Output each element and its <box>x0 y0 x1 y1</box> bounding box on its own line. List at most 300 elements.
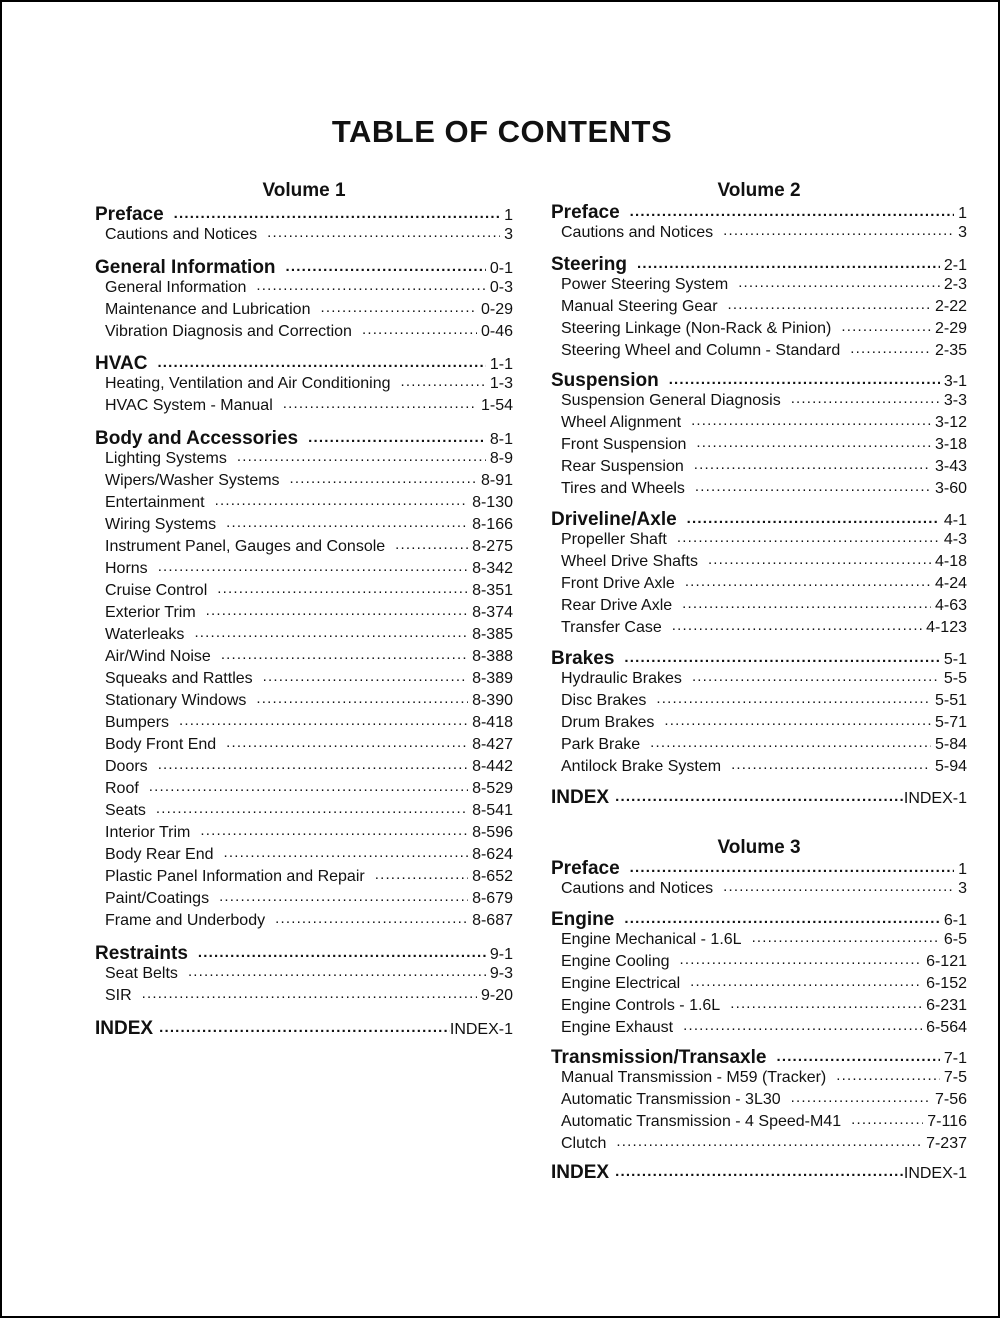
toc-section-entry <box>95 428 513 450</box>
toc-subsection-entry <box>95 494 513 512</box>
toc-entry-label: Cautions and Notices <box>561 224 714 241</box>
toc-subsection-entry <box>551 619 967 637</box>
toc-entry-label: Engine Electrical <box>561 975 681 992</box>
dot-leader <box>142 985 477 1003</box>
toc-subsection-entry <box>551 224 967 242</box>
toc-entry-label: Roof <box>105 780 139 797</box>
toc-entry-label: Automatic Transmission - 3L30 <box>561 1091 781 1108</box>
toc-subsection-entry <box>95 516 513 534</box>
toc-entry-page: 6-564 <box>926 1019 967 1036</box>
toc-entry-page: 8-687 <box>472 912 513 929</box>
toc-entry-page: 8-390 <box>472 692 513 709</box>
toc-subsection-entry <box>551 714 967 732</box>
toc-section-entry <box>551 858 967 880</box>
dot-leader <box>694 456 931 474</box>
toc-entry-label: Air/Wind Noise <box>105 648 211 665</box>
toc-subsection-entry <box>95 846 513 864</box>
toc-subsection-entry <box>551 931 967 949</box>
toc-entry-page: 4-1 <box>943 512 967 529</box>
toc-section-entry <box>95 204 513 226</box>
toc-subsection-entry <box>551 1019 967 1037</box>
toc-subsection-entry <box>551 975 967 993</box>
page-title: TABLE OF CONTENTS <box>331 114 673 149</box>
toc-entry-label: Rear Drive Axle <box>561 597 673 614</box>
toc-entry-page: 3 <box>958 880 967 897</box>
toc-subsection-entry <box>551 320 967 338</box>
toc-entry-label: Instrument Panel, Gauges and Console <box>105 538 386 555</box>
toc-entry-page: 4-18 <box>934 553 967 570</box>
dot-leader <box>708 551 931 569</box>
toc-entry-label: Frame and Underbody <box>105 912 266 929</box>
dot-leader <box>630 200 954 222</box>
toc-entry-label: Bumpers <box>105 714 170 731</box>
toc-entry-page: 1 <box>504 207 513 224</box>
toc-entry-page: 8-351 <box>472 582 513 599</box>
toc-subsection-entry <box>95 965 513 983</box>
toc-entry-page: 7-116 <box>927 1113 967 1130</box>
toc-section-entry <box>551 1047 967 1069</box>
toc-subsection-entry <box>95 301 513 319</box>
dot-leader <box>691 412 931 430</box>
toc-entry-page: 8-1 <box>489 431 513 448</box>
toc-entry-label: Clutch <box>561 1135 607 1152</box>
toc-entry-page: 9-3 <box>489 965 513 982</box>
toc-entry-label: Waterleaks <box>105 626 185 643</box>
toc-entry-label: Paint/Coatings <box>105 890 210 907</box>
toc-subsection-entry <box>95 582 513 600</box>
toc-section-entry <box>551 202 967 224</box>
toc-subsection-entry <box>95 450 513 468</box>
toc-entry-label: HVAC System - Manual <box>105 397 273 414</box>
dot-leader <box>157 351 485 373</box>
toc-subsection-entry <box>551 531 967 549</box>
toc-entry-label: Rear Suspension <box>561 458 684 475</box>
dot-leader <box>630 856 954 878</box>
toc-entry-page: 0-29 <box>480 301 513 318</box>
toc-subsection-entry <box>551 880 967 898</box>
dot-leader <box>672 617 922 635</box>
dot-leader <box>682 595 931 613</box>
toc-entry-page: INDEX-1 <box>903 1165 967 1182</box>
toc-subsection-entry <box>95 780 513 798</box>
toc-entry-label: Antilock Brake System <box>561 758 722 775</box>
toc-entry-page: 5-5 <box>943 670 967 687</box>
dot-leader <box>221 646 468 664</box>
dot-leader <box>836 1067 940 1085</box>
toc-subsection-entry <box>95 987 513 1005</box>
toc-entry-page: 3-43 <box>934 458 967 475</box>
dot-leader <box>200 822 468 840</box>
dot-leader <box>156 800 468 818</box>
volume-heading: Volume 3 <box>717 837 801 858</box>
toc-section-entry <box>551 370 967 392</box>
toc-entry-label: Park Brake <box>561 736 641 753</box>
dot-leader <box>174 202 500 224</box>
dot-leader <box>158 756 468 774</box>
toc-subsection-entry <box>95 538 513 556</box>
toc-entry-page: 2-22 <box>934 298 967 315</box>
toc-entry-page: 6-231 <box>926 997 967 1014</box>
toc-subsection-entry <box>551 480 967 498</box>
toc-entry-page: 8-166 <box>472 516 513 533</box>
toc-entry-label: Automatic Transmission - 4 Speed-M41 <box>561 1113 842 1130</box>
toc-entry-page: 9-20 <box>480 987 513 1004</box>
dot-leader <box>723 222 954 240</box>
dot-leader <box>841 318 931 336</box>
toc-entry-label: Seats <box>105 802 146 819</box>
toc-section-entry <box>551 254 967 276</box>
toc-subsection-entry <box>551 414 967 432</box>
toc-section-entry <box>95 257 513 279</box>
toc-subsection-entry <box>551 736 967 754</box>
toc-entry-label: Steering <box>551 254 628 275</box>
dot-leader <box>695 478 931 496</box>
toc-subsection-entry <box>95 758 513 776</box>
toc-section-entry <box>95 1018 513 1040</box>
toc-entry-page: INDEX-1 <box>903 790 967 807</box>
toc-entry-page: 8-624 <box>472 846 513 863</box>
dot-leader <box>263 668 468 686</box>
toc-entry-label: Body Rear End <box>105 846 214 863</box>
dot-leader <box>401 373 486 391</box>
toc-entry-page: 8-679 <box>472 890 513 907</box>
toc-section-entry <box>551 1162 967 1184</box>
dot-leader <box>624 646 939 668</box>
dot-leader <box>395 536 468 554</box>
toc-entry-label: Engine Cooling <box>561 953 670 970</box>
toc-subsection-entry <box>95 226 513 244</box>
toc-entry-page: 8-342 <box>472 560 513 577</box>
toc-subsection-entry <box>95 626 513 644</box>
toc-entry-page: 9-1 <box>489 946 513 963</box>
toc-entry-page: 3-18 <box>934 436 967 453</box>
toc-entry-label: Preface <box>95 204 164 225</box>
toc-entry-page: 8-91 <box>480 472 513 489</box>
dot-leader <box>615 1160 904 1182</box>
toc-subsection-entry <box>95 648 513 666</box>
toc-entry-label: Maintenance and Lubrication <box>105 301 311 318</box>
toc-entry-label: Plastic Panel Information and Repair <box>105 868 365 885</box>
toc-section-entry <box>551 909 967 931</box>
toc-entry-page: 6-5 <box>943 931 967 948</box>
toc-entry-page: 3 <box>958 224 967 241</box>
toc-subsection-entry <box>95 323 513 341</box>
dot-leader <box>283 395 477 413</box>
toc-entry-page: INDEX-1 <box>449 1021 513 1038</box>
toc-entry-page: 4-63 <box>934 597 967 614</box>
toc-entry-page: 8-130 <box>472 494 513 511</box>
toc-entry-page: 6-152 <box>926 975 967 992</box>
toc-entry-label: Engine Exhaust <box>561 1019 674 1036</box>
toc-subsection-entry <box>551 692 967 710</box>
dot-leader <box>692 668 940 686</box>
dot-leader <box>362 321 477 339</box>
toc-entry-page: 4-123 <box>926 619 967 636</box>
toc-entry-label: Steering Linkage (Non-Rack & Pinion) <box>561 320 832 337</box>
toc-entry-label: Manual Transmission - M59 (Tracker) <box>561 1069 827 1086</box>
toc-entry-label: Steering Wheel and Column - Standard <box>561 342 841 359</box>
toc-subsection-entry <box>551 575 967 593</box>
toc-entry-page: 1 <box>958 861 967 878</box>
dot-leader <box>375 866 468 884</box>
toc-entry-page: 7-56 <box>934 1091 967 1108</box>
dot-leader <box>224 844 469 862</box>
toc-entry-label: INDEX <box>551 787 610 808</box>
dot-leader <box>615 785 904 807</box>
toc-subsection-entry <box>95 736 513 754</box>
toc-subsection-entry <box>551 597 967 615</box>
dot-leader <box>194 624 468 642</box>
toc-entry-page: 1-3 <box>489 375 513 392</box>
dot-leader <box>738 274 940 292</box>
dot-leader <box>226 514 468 532</box>
toc-entry-page: 0-3 <box>489 279 513 296</box>
toc-entry-page: 3-12 <box>934 414 967 431</box>
dot-leader <box>226 734 468 752</box>
toc-entry-page: 3 <box>504 226 513 243</box>
toc-subsection-entry <box>95 375 513 393</box>
toc-subsection-entry <box>551 1135 967 1153</box>
toc-subsection-entry <box>551 997 967 1015</box>
toc-entry-label: Propeller Shaft <box>561 531 667 548</box>
dot-leader <box>637 252 940 274</box>
toc-entry-page: 8-418 <box>472 714 513 731</box>
toc-entry-label: Engine <box>551 909 615 930</box>
toc-subsection-entry <box>95 472 513 490</box>
toc-entry-page: 5-51 <box>934 692 967 709</box>
toc-entry-page: 4-24 <box>934 575 967 592</box>
toc-entry-page: 7-5 <box>943 1069 967 1086</box>
toc-entry-label: Manual Steering Gear <box>561 298 718 315</box>
toc-entry-label: Suspension General Diagnosis <box>561 392 781 409</box>
toc-entry-label: Wiring Systems <box>105 516 217 533</box>
toc-entry-label: Drum Brakes <box>561 714 655 731</box>
dot-leader <box>677 529 940 547</box>
toc-entry-label: Brakes <box>551 648 615 669</box>
dot-leader <box>237 448 486 466</box>
toc-entry-page: 2-35 <box>934 342 967 359</box>
toc-subsection-entry <box>95 714 513 732</box>
dot-leader <box>791 1089 931 1107</box>
dot-leader <box>219 888 468 906</box>
dot-leader <box>320 299 476 317</box>
toc-subsection-entry <box>551 298 967 316</box>
toc-entry-label: Tires and Wheels <box>561 480 685 497</box>
dot-leader <box>188 963 486 981</box>
toc-entry-label: Disc Brakes <box>561 692 647 709</box>
toc-entry-page: 0-1 <box>489 260 513 277</box>
toc-entry-label: Cautions and Notices <box>561 880 714 897</box>
toc-section-entry <box>551 509 967 531</box>
toc-entry-page: 7-237 <box>926 1135 967 1152</box>
toc-entry-page: 1 <box>958 205 967 222</box>
toc-entry-page: 8-442 <box>472 758 513 775</box>
toc-entry-label: Preface <box>551 202 620 223</box>
toc-entry-label: Restraints <box>95 943 188 964</box>
dot-leader <box>683 1017 922 1035</box>
toc-entry-label: Seat Belts <box>105 965 178 982</box>
toc-entry-page: 8-374 <box>472 604 513 621</box>
dot-leader <box>149 778 468 796</box>
dot-leader <box>690 973 922 991</box>
toc-entry-label: Wheel Drive Shafts <box>561 553 698 570</box>
toc-entry-page: 6-1 <box>943 912 967 929</box>
toc-entry-label: Wheel Alignment <box>561 414 682 431</box>
toc-subsection-entry <box>551 342 967 360</box>
toc-entry-label: Cautions and Notices <box>105 226 258 243</box>
toc-entry-label: Squeaks and Rattles <box>105 670 253 687</box>
toc-entry-label: Driveline/Axle <box>551 509 677 530</box>
toc-entry-page: 2-1 <box>943 257 967 274</box>
toc-subsection-entry <box>551 1113 967 1131</box>
toc-subsection-entry <box>95 604 513 622</box>
toc-entry-label: Front Drive Axle <box>561 575 675 592</box>
toc-entry-label: Suspension <box>551 370 659 391</box>
dot-leader <box>159 1016 450 1038</box>
toc-subsection-entry <box>95 890 513 908</box>
toc-entry-label: Power Steering System <box>561 276 729 293</box>
toc-entry-page: 2-29 <box>934 320 967 337</box>
toc-entry-label: Interior Trim <box>105 824 191 841</box>
dot-leader <box>696 434 931 452</box>
dot-leader <box>286 255 486 277</box>
dot-leader <box>267 224 500 242</box>
toc-subsection-entry <box>551 458 967 476</box>
toc-entry-page: 5-94 <box>934 758 967 775</box>
toc-entry-page: 8-385 <box>472 626 513 643</box>
toc-entry-page: 8-388 <box>472 648 513 665</box>
toc-subsection-entry <box>551 670 967 688</box>
toc-subsection-entry <box>551 758 967 776</box>
toc-subsection-entry <box>95 692 513 710</box>
dot-leader <box>728 296 931 314</box>
toc-entry-label: Lighting Systems <box>105 450 227 467</box>
dot-leader <box>731 756 931 774</box>
volume-heading: Volume 1 <box>262 180 346 201</box>
toc-entry-label: Wipers/Washer Systems <box>105 472 280 489</box>
dot-leader <box>256 277 485 295</box>
toc-section-entry <box>551 648 967 670</box>
toc-entry-label: Horns <box>105 560 148 577</box>
toc-subsection-entry <box>95 824 513 842</box>
toc-subsection-entry <box>95 912 513 930</box>
dot-leader <box>656 690 931 708</box>
toc-entry-page: 1-54 <box>480 397 513 414</box>
dot-leader <box>308 426 486 448</box>
toc-subsection-entry <box>95 397 513 415</box>
toc-entry-page: 5-84 <box>934 736 967 753</box>
toc-entry-page: 6-121 <box>926 953 967 970</box>
dot-leader <box>850 340 931 358</box>
toc-entry-label: Transfer Case <box>561 619 662 636</box>
toc-subsection-entry <box>95 868 513 886</box>
dot-leader <box>687 507 940 529</box>
toc-subsection-entry <box>551 392 967 410</box>
dot-leader <box>664 712 931 730</box>
toc-subsection-entry <box>551 1069 967 1087</box>
toc-entry-label: Cruise Control <box>105 582 208 599</box>
toc-entry-page: 7-1 <box>943 1050 967 1067</box>
toc-subsection-entry <box>551 436 967 454</box>
dot-leader <box>680 951 923 969</box>
dot-leader <box>624 907 940 929</box>
toc-entry-label: Doors <box>105 758 148 775</box>
toc-subsection-entry <box>551 553 967 571</box>
toc-entry-page: 0-46 <box>480 323 513 340</box>
toc-subsection-entry <box>551 276 967 294</box>
toc-entry-page: 8-529 <box>472 780 513 797</box>
toc-entry-label: INDEX <box>95 1018 154 1039</box>
toc-section-entry <box>95 943 513 965</box>
toc-subsection-entry <box>95 560 513 578</box>
toc-entry-label: General Information <box>95 257 276 278</box>
toc-entry-page: 8-652 <box>472 868 513 885</box>
dot-leader <box>179 712 468 730</box>
toc-entry-page: 3-60 <box>934 480 967 497</box>
toc-entry-label: Stationary Windows <box>105 692 247 709</box>
dot-leader <box>669 368 940 390</box>
dot-leader <box>158 558 468 576</box>
dot-leader <box>275 910 468 928</box>
toc-section-entry <box>551 787 967 809</box>
toc-section-entry <box>95 353 513 375</box>
toc-entry-label: Exterior Trim <box>105 604 196 621</box>
toc-subsection-entry <box>551 953 967 971</box>
toc-entry-label: Preface <box>551 858 620 879</box>
toc-entry-page: 5-71 <box>934 714 967 731</box>
toc-entry-label: Engine Mechanical - 1.6L <box>561 931 742 948</box>
dot-leader <box>723 878 954 896</box>
toc-entry-page: 8-427 <box>472 736 513 753</box>
dot-leader <box>650 734 931 752</box>
toc-entry-page: 8-541 <box>472 802 513 819</box>
dot-leader <box>791 390 940 408</box>
toc-entry-label: Transmission/Transaxle <box>551 1047 767 1068</box>
toc-subsection-entry <box>95 670 513 688</box>
toc-entry-label: Entertainment <box>105 494 205 511</box>
dot-leader <box>616 1133 922 1151</box>
dot-leader <box>217 580 468 598</box>
dot-leader <box>256 690 468 708</box>
dot-leader <box>215 492 468 510</box>
dot-leader <box>730 995 922 1013</box>
toc-entry-label: Body and Accessories <box>95 428 299 449</box>
toc-entry-label: Body Front End <box>105 736 217 753</box>
toc-entry-label: Hydraulic Brakes <box>561 670 682 687</box>
toc-entry-page: 8-596 <box>472 824 513 841</box>
toc-entry-page: 3-1 <box>943 373 967 390</box>
toc-entry-page: 5-1 <box>943 651 967 668</box>
dot-leader <box>206 602 468 620</box>
dot-leader <box>776 1045 939 1067</box>
toc-entry-label: General Information <box>105 279 247 296</box>
toc-entry-page: 2-3 <box>943 276 967 293</box>
toc-entry-label: Heating, Ventilation and Air Conditioning <box>105 375 391 392</box>
volume-heading: Volume 2 <box>717 180 801 201</box>
toc-entry-page: 8-275 <box>472 538 513 555</box>
toc-entry-label: HVAC <box>95 353 148 374</box>
toc-subsection-entry <box>95 802 513 820</box>
toc-entry-page: 8-9 <box>489 450 513 467</box>
toc-subsection-entry <box>95 279 513 297</box>
toc-entry-label: SIR <box>105 987 132 1004</box>
dot-leader <box>851 1111 923 1129</box>
toc-entry-page: 4-3 <box>943 531 967 548</box>
dot-leader <box>290 470 477 488</box>
toc-entry-label: Engine Controls - 1.6L <box>561 997 721 1014</box>
toc-entry-label: INDEX <box>551 1162 610 1183</box>
dot-leader <box>685 573 931 591</box>
